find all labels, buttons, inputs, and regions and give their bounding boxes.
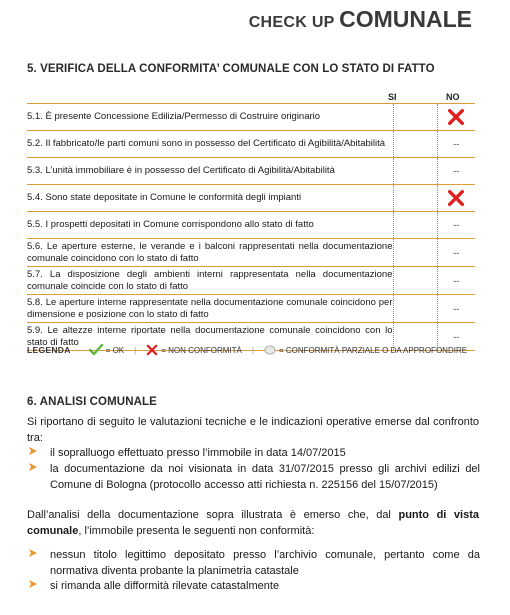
si-cell [393, 295, 437, 323]
si-cell [393, 239, 437, 267]
si-cell [393, 212, 437, 239]
check-icon [89, 344, 103, 356]
checklist-question: 5.1. È presente Concessione Edilizia/Permesso di Costruire originario [27, 111, 321, 123]
no-cell-value: -- [453, 139, 460, 149]
no-cell-value: -- [453, 247, 460, 258]
no-cell [437, 158, 475, 185]
section-6-intro: Si riportano di seguito le valutazioni tecniche e le indicazioni operative emerse dal confronto tra: [27, 416, 479, 444]
checklist-row [27, 212, 475, 239]
no-cell [437, 295, 475, 323]
no-cell [437, 267, 475, 295]
checklist-row [27, 131, 475, 158]
checklist-question: 5.7. La disposizione degli ambienti interni rappresentata nella documentazione comunale coincide con lo stato di fatto [27, 269, 393, 292]
arrow-bullet-icon [28, 548, 38, 564]
analysis-text-bold: punto di vista comunale [27, 509, 480, 537]
title-part-2: COMUNALE [339, 6, 472, 32]
partial-circle-icon [264, 345, 276, 355]
no-cell-value: -- [453, 303, 460, 314]
analysis-text-post: , l’immobile presenta le seguenti non conformità: [78, 524, 315, 537]
bullet-item: il sopralluogo effettuato presso l’immobile in data 14/07/2015 [50, 447, 346, 459]
arrow-bullet-icon [28, 446, 38, 462]
si-cell [393, 131, 437, 158]
checklist-row [27, 267, 475, 295]
legend-separator-2: | [251, 345, 254, 355]
checklist-row [27, 295, 475, 323]
section-5-heading: 5. VERIFICA DELLA CONFORMITA’ COMUNALE CON LO STATO DI FATTO [27, 63, 435, 75]
red-cross-icon [447, 108, 465, 126]
bullet-item: si rimanda alle difformità rilevate catastalmente [50, 580, 280, 592]
bullet-item: la documentazione da noi visionata in data 31/07/2015 presso gli archivi edilizi del Comune di Bologna (protocollo accesso atti richiesta n. 225156 del 15/07/2015) [50, 463, 480, 491]
analysis-paragraph [27, 508, 479, 539]
no-cell [437, 185, 475, 212]
no-cell [437, 104, 475, 131]
no-cell-value: -- [453, 166, 460, 176]
si-cell [393, 104, 437, 131]
red-cross-icon [447, 189, 465, 207]
checklist-question: 5.5. I prospetti depositati in Comune corrispondono allo stato di fatto [27, 219, 314, 231]
checklist-question: 5.8. Le aperture interne rappresentate nella documentazione comunale coincidono per dimensione e posizione con lo stato di fatto [27, 297, 393, 320]
checklist-question: 5.2. Il fabbricato/le parti comuni sono in possesso del Certificato di Agibilità/Abitabilità [27, 138, 386, 150]
si-cell [393, 267, 437, 295]
no-cell [437, 239, 475, 267]
arrow-bullet-icon [28, 462, 38, 478]
checklist-question: 5.9. Le altezze interne riportate nella documentazione comunale coincidono con lo stato di fatto [27, 325, 393, 348]
title-part-1: CHECK UP [248, 14, 340, 31]
legend-partial-label: = CONFORMITÀ PARZIALE O DA APPROFONDIRE [278, 345, 468, 355]
analysis-text-pre: Dall’analisi della documentazione sopra illustrata è emerso che, dal [27, 509, 399, 521]
checklist-row [27, 239, 475, 267]
no-cell [437, 212, 475, 239]
document-title [249, 6, 472, 33]
arrow-bullet-icon [28, 579, 38, 595]
no-cell-value: -- [453, 220, 460, 230]
no-cell-value: -- [453, 331, 460, 342]
no-cell [437, 131, 475, 158]
checklist-row [27, 185, 475, 212]
bullet-item: nessun titolo legittimo depositato presso l’archivio comunale, pertanto come da normativa diventa probante la planimetria catastale [50, 549, 480, 577]
no-cell-value: -- [453, 275, 460, 286]
legend-ok-label: = OK [105, 345, 125, 355]
cross-icon [146, 344, 158, 356]
checklist-row [27, 104, 475, 131]
checklist-row [27, 158, 475, 185]
checklist-question: 5.3. L’unità immobiliare è in possesso del Certificato di Agibilità/Abitabilità [27, 165, 335, 177]
si-cell [393, 158, 437, 185]
column-header-no: NO [446, 92, 460, 102]
column-header-si: SI [388, 92, 397, 102]
legend [27, 344, 467, 356]
checklist-question: 5.6. Le aperture esterne, le verande e i balconi rappresentati nella documentazione comunale coincidono con lo stato di fatto [27, 241, 393, 264]
legend-title: LEGENDA [27, 345, 71, 355]
checklist-question: 5.4. Sono state depositate in Comune le conformità degli impianti [27, 192, 302, 204]
si-cell [393, 185, 437, 212]
conformity-table [27, 103, 475, 351]
legend-separator: | [134, 345, 137, 355]
legend-non-conformity-label: = NON CONFORMITÀ [161, 345, 242, 355]
section-6-heading: 6. ANALISI COMUNALE [27, 396, 157, 408]
